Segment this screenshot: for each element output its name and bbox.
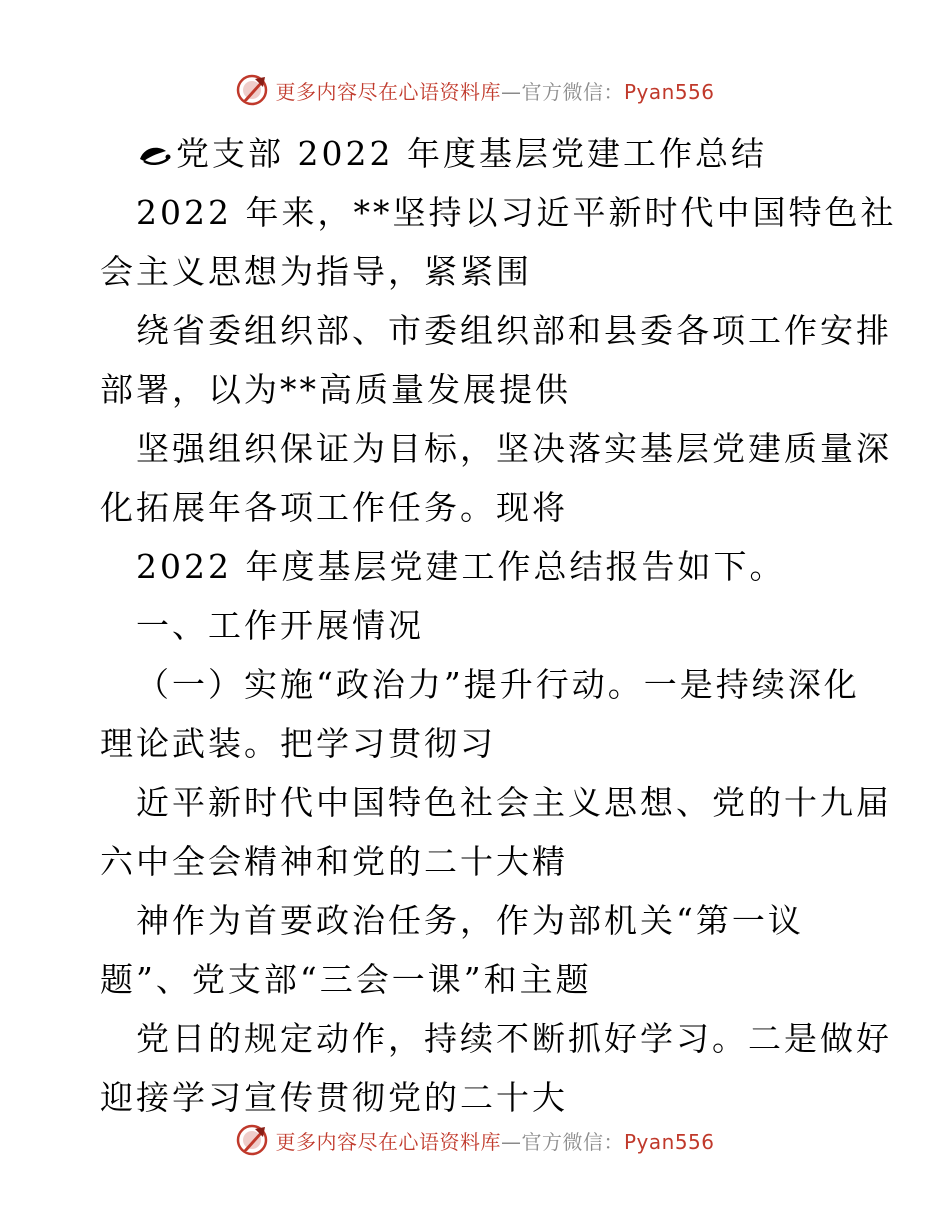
text-line: 化拓展年各项工作任务。现将 bbox=[100, 488, 568, 527]
document-title bbox=[100, 124, 860, 183]
title-text: 党支部 2022 年度基层党建工作总结 bbox=[176, 134, 767, 173]
leaf-ornament-icon bbox=[136, 139, 174, 169]
text-line: 2022 年度基层党建工作总结报告如下。 bbox=[136, 547, 786, 586]
watermark-banner-bottom bbox=[0, 1120, 950, 1160]
text-line: 会主义思想为指导，紧紧围 bbox=[100, 252, 532, 291]
text-line: 2022 年来，**坚持以习近平新时代中国特色社 bbox=[136, 193, 897, 232]
paragraph-lines bbox=[100, 183, 897, 1127]
text-line: （一）实施“政治力”提升行动。一是持续深化 bbox=[136, 665, 860, 704]
text-line: 理论武装。把学习贯彻习 bbox=[100, 724, 496, 763]
quill-circle-logo-icon bbox=[235, 1123, 269, 1157]
text-line: 绕省委组织部、市委组织部和县委各项工作安排 bbox=[136, 311, 892, 350]
text-line: 近平新时代中国特色社会主义思想、党的十九届 bbox=[136, 783, 892, 822]
text-line: 一、工作开展情况 bbox=[136, 606, 424, 645]
text-line: 题”、党支部“三会一课”和主题 bbox=[100, 960, 592, 999]
watermark-text: 更多内容尽在心语资料库—官方微信：Pyan556 bbox=[275, 79, 715, 104]
watermark-banner-top bbox=[0, 70, 950, 110]
text-line: 神作为首要政治任务，作为部机关“第一议 bbox=[136, 901, 804, 940]
text-line: 六中全会精神和党的二十大精 bbox=[100, 842, 568, 881]
document-body bbox=[100, 124, 897, 1127]
watermark-text: 更多内容尽在心语资料库—官方微信：Pyan556 bbox=[275, 1129, 715, 1154]
text-line: 部署，以为**高质量发展提供 bbox=[100, 370, 571, 409]
text-line: 坚强组织保证为目标，坚决落实基层党建质量深 bbox=[136, 429, 892, 468]
quill-circle-logo-icon bbox=[235, 73, 269, 107]
text-line: 迎接学习宣传贯彻党的二十大 bbox=[100, 1078, 568, 1117]
text-line: 党日的规定动作，持续不断抓好学习。二是做好 bbox=[136, 1019, 892, 1058]
